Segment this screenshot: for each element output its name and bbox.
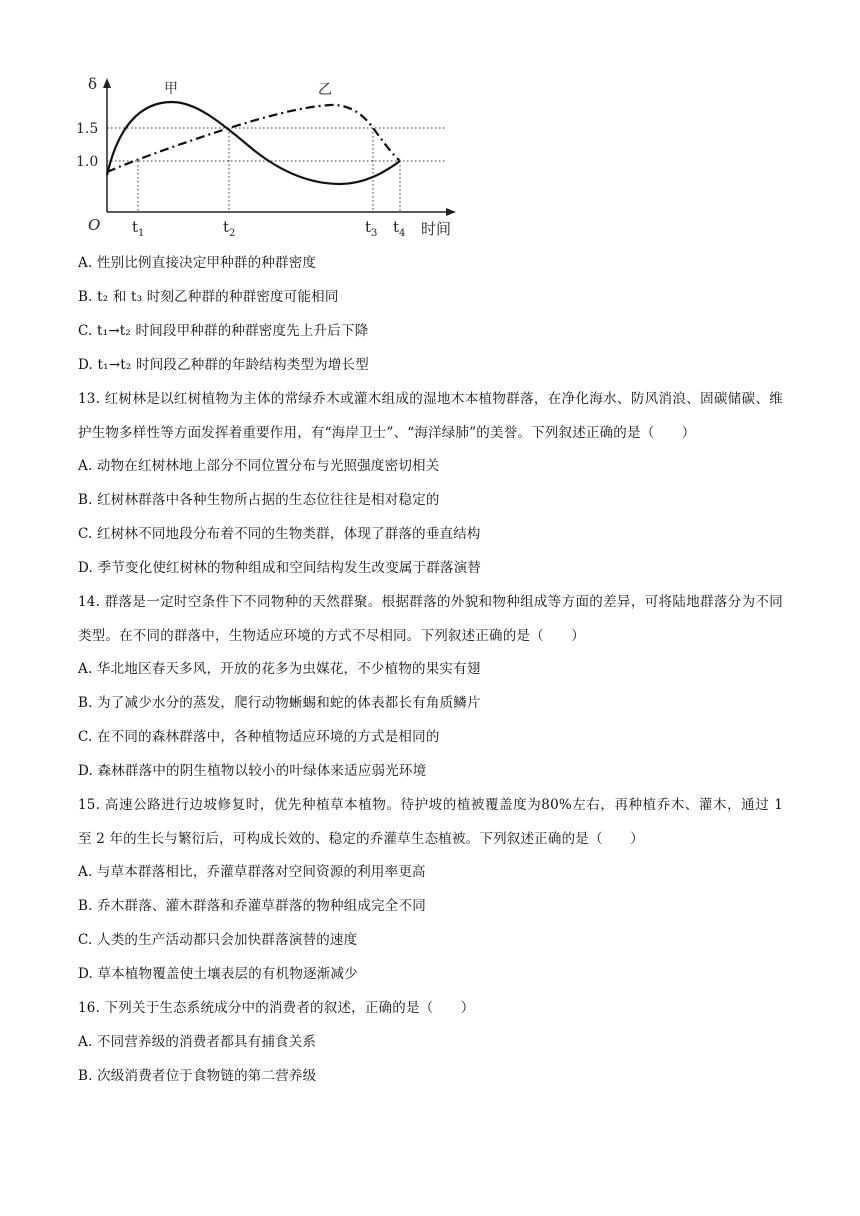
q13-stem: 13. 红树林是以红树植物为主体的常绿乔木或灌木组成的湿地木本植物群落，在净化海水、防风消浪、固碳储碳、维护生物多样性等方面发挥着重要作用，有“海岸卫士”、“海洋绿肺”的美誉。下列叙述正确的是（ ） [78, 391, 783, 441]
q16-stem: 16. 下列关于生态系统成分中的消费者的叙述，正确的是（ ） [78, 1000, 475, 1016]
x-axis-arrow [446, 208, 456, 216]
q14-option-c: C. 在不同的森林群落中，各种植物适应环境的方式是相同的 [78, 729, 440, 745]
q13-option-d: D. 季节变化使红树林的物种组成和空间结构发生改变属于群落演替 [78, 560, 482, 576]
q12-option-a: A. 性别比例直接决定甲种群的种群密度 [78, 255, 317, 271]
y-tick-1-0: 1.0 [76, 154, 99, 170]
origin-label: O [88, 216, 101, 234]
curve-label-yi: 乙 [318, 82, 332, 98]
y-tick-1-5: 1.5 [76, 121, 99, 137]
q14-stem: 14. 群落是一定时空条件下不同物种的天然群聚。根据群落的外貌和物种组成等方面的差异，可将陆地群落分为不同类型。在不同的群落中，生物适应环境的方式不尽相同。下列叙述正确的是（ ） [78, 594, 783, 644]
y-axis-arrow [103, 78, 111, 88]
q13-option-b: B. 红树林群落中各种生物所占据的生态位往往是相对稳定的 [78, 492, 440, 508]
q12-option-c: C. t₁→t₂ 时间段甲种群的种群密度先上升后下降 [78, 323, 369, 339]
x-axis-label: 时间 [421, 220, 452, 238]
q12-option-d: D. t₁→t₂ 时间段乙种群的年龄结构类型为增长型 [78, 357, 369, 373]
x-tick-t2: $t_2$ [223, 218, 236, 239]
q15-stem: 15. 高速公路进行边坡修复时，优先种植草本植物。待护坡的植被覆盖度为80%左右，再种植乔木、灌木，通过 1 至 2 年的生长与繁衍后，可构成长效的、稳定的乔灌草生态植被。下列叙述正确的是（ ） [78, 797, 783, 847]
q16-option-a: A. 不同营养级的消费者都具有捕食关系 [78, 1034, 317, 1050]
curve-jia [107, 102, 400, 184]
x-tick-t3: $t_3$ [365, 218, 378, 239]
population-graph [76, 72, 470, 242]
q16-option-b: B. 次级消费者位于食物链的第二营养级 [78, 1068, 317, 1084]
q13-option-c: C. 红树林不同地段分布着不同的生物类群，体现了群落的垂直结构 [78, 526, 481, 542]
curve-label-jia: 甲 [164, 81, 178, 97]
x-tick-t4: $t_4$ [393, 218, 406, 239]
q13-option-a: A. 动物在红树林地上部分不同位置分布与光照强度密切相关 [78, 458, 440, 474]
y-axis-symbol: δ [88, 75, 98, 93]
q15-option-b: B. 乔木群落、灌木群落和乔灌草群落的物种组成完全不同 [78, 898, 426, 914]
q15-option-a: A. 与草本群落相比，乔灌草群落对空间资源的利用率更高 [78, 864, 426, 880]
q14-option-b: B. 为了减少水分的蒸发，爬行动物蜥蜴和蛇的体表都长有角质鳞片 [78, 695, 481, 711]
q14-option-a: A. 华北地区春天多风，开放的花多为虫媒花，不少植物的果实有翅 [78, 661, 481, 677]
q14-option-d: D. 森林群落中的阴生植物以较小的叶绿体来适应弱光环境 [78, 763, 427, 779]
q12-option-b: B. t₂ 和 t₃ 时刻乙种群的种群密度可能相同 [78, 289, 339, 305]
q15-option-c: C. 人类的生产活动都只会加快群落演替的速度 [78, 932, 358, 948]
x-tick-t1: $t_1$ [132, 218, 145, 239]
q15-option-d: D. 草本植物覆盖使土壤表层的有机物逐渐减少 [78, 966, 358, 982]
curve-yi [107, 105, 400, 172]
